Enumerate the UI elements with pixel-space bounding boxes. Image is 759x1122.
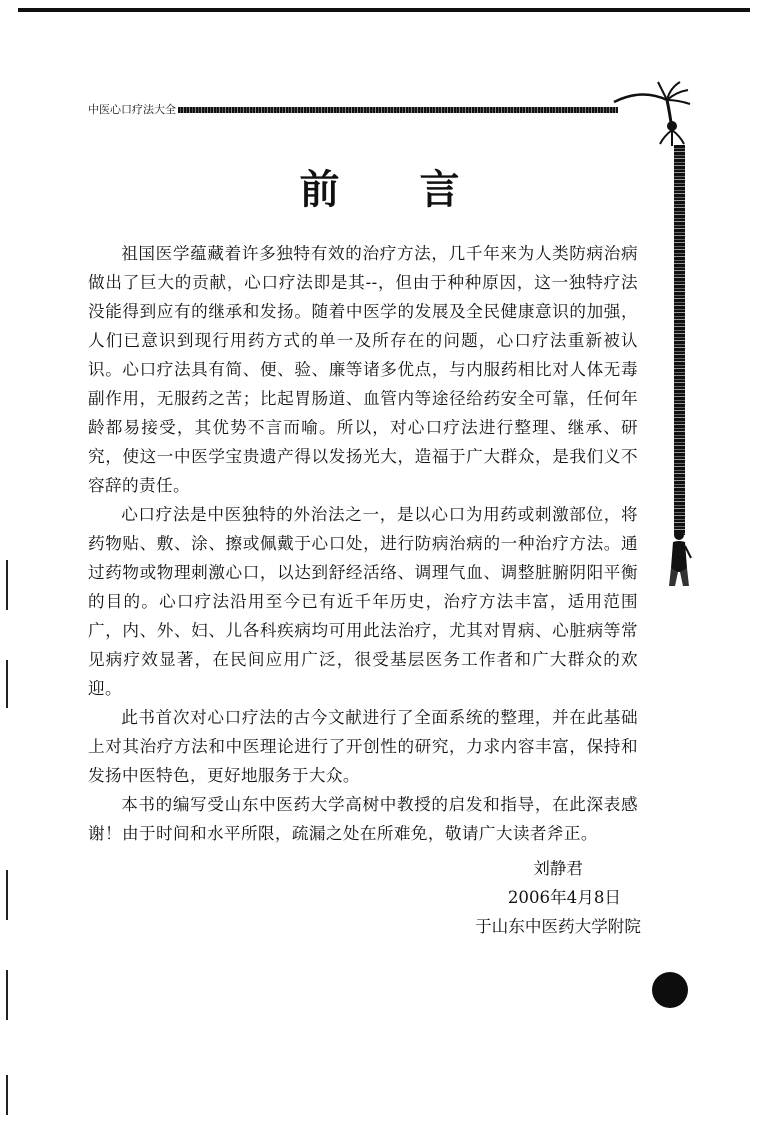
page-title: 前言: [299, 166, 540, 213]
margin-mark: [6, 1075, 8, 1115]
running-header: [88, 103, 618, 117]
signature-block: [475, 854, 641, 941]
paragraph-1: 祖国医学蕴藏着许多独特有效的治疗方法，几千年来为人类防病治病做出了巨大的贡献，心口疗法即是其--，但由于种种原因，这一独特疗法没能得到应有的继承和发扬。随着中医学的发展及全民健康意识的加强，人们已意识到现行用药方式的单一及所存在的问题，心口疗法重新被认识。心口疗法具有简、便、验、廉等诸多优点，与内服药相比对人体无毒副作用，无服药之苦；比起胃肠道、血管内等途径给药安全可靠，任何年龄都易接受，其优势不言而喻。所以，对心口疗法进行整理、继承、研究，使这一中医学宝贵遗产得以发扬光大，造福于广大群众，是我们义不容辞的责任。: [88, 244, 638, 495]
margin-mark: [6, 560, 8, 610]
palm-branch-icon: [612, 78, 692, 148]
paragraph-3: 此书首次对心口疗法的古今文献进行了全面系统的整理，并在此基础上对其治疗方法和中医理论进行了开创性的研究，力求内容丰富，保持和发扬中医特色，更好地服务于大众。: [88, 708, 638, 785]
paragraph-4: 本书的编写受山东中医药大学高树中教授的启发和指导，在此深表感谢！由于时间和水平所限，疏漏之处在所难免，敬请广大读者斧正。: [88, 795, 638, 843]
black-dot-icon: [652, 972, 688, 1008]
margin-mark: [6, 870, 8, 920]
preface-body: [88, 239, 638, 848]
signature-date: 2006年4月8日: [507, 888, 621, 907]
top-border-rule: [18, 8, 750, 12]
margin-mark: [6, 970, 8, 1020]
paragraph-2: 心口疗法是中医独特的外治法之一，是以心口为用药或刺激部位，将药物贴、敷、涂、擦或佩戴于心口处，进行防病治病的一种治疗方法。通过药物或物理刺激心口，以达到舒经活络、调理气血、调整脏腑阴阳平衡的目的。心口疗法沿用至今已有近千年历史，治疗方法丰富，适用范围广，内、外、妇、儿各科疾病均可用此法治疗，尤其对胃病、心脏病等常见病疗效显著，在民间应用广泛，很受基层医务工作者和广大群众的欢迎。: [88, 505, 638, 698]
signature-place: 于山东中医药大学附院: [475, 917, 641, 936]
header-decorative-bar: [178, 107, 618, 113]
standing-figure-icon: [665, 528, 693, 590]
author-name: 刘静君: [533, 859, 583, 878]
margin-mark: [6, 660, 8, 708]
running-title: 中医心口疗法大全: [88, 103, 176, 116]
